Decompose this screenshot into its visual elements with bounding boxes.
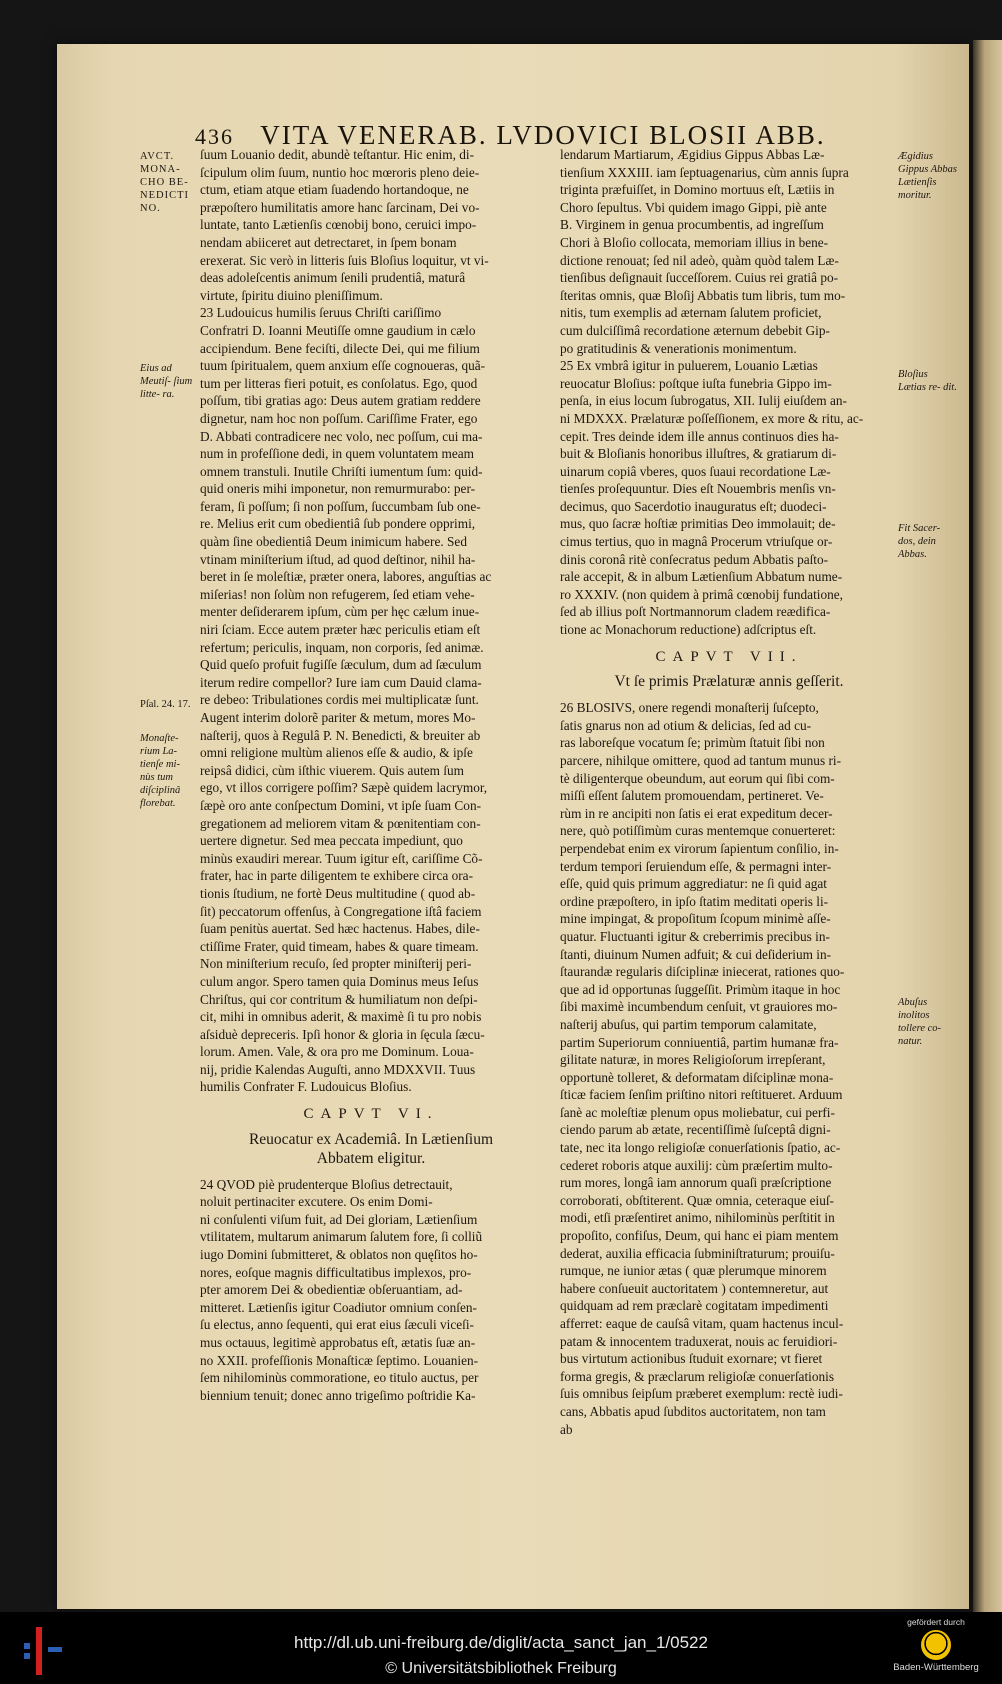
text-line: gregationem ad meliorem vitam & pœnitentiam con- [200,815,481,831]
right-column-lines [560,146,898,639]
text-line: lendarum Martiarum, Ægidius Gippus Abbas Læ- [560,147,825,162]
text-line: ſticæ faciem ſenſim priſtino nitori reſtitueret. Arduum [560,1087,843,1103]
text-line: ſuum Louanio dedit, abundè teſtantur. Hic enim, di- [200,147,475,162]
text-line: gilitate naturæ, in mores Religioſorum irrepſerant, [560,1052,826,1068]
text-line: po gratitudinis & venerationis monimentum. [560,340,797,356]
copyright-text: © Universitätsbibliothek Freiburg [385,1660,617,1677]
text-line: uertere dignetur. Sed mea peccata impediunt, quo [200,833,463,849]
text-line: triginta præfuiſſet, in Domino mortuus eſt, Lætiis in [560,182,835,198]
text-line: D. Abbati contradicere nec volo, nec poſſum, cui ma- [200,428,483,444]
text-line: Choro ſepultus. Vbi quidem imago Gippi, piè ante [560,199,827,215]
text-line: quid oneris mihi imponetur, non remurmurabo: per- [200,481,476,497]
text-line: cit, mihi in omnibus aderit, & maximè ſi tu pro nobis [200,1009,482,1025]
text-line: ſit) peccatorum offenſus, à Congregatione iſtâ faciem [200,903,482,919]
text-line: rùm in re ancipiti non ſatis ei erat expeditum decer- [560,805,833,821]
marginal-note-author: AVCT. MONA- CHO BE- NEDICTI NO. [140,151,189,214]
text-line: ſtanti, diuinum Numen adfuit; & cui deſiderium in- [560,946,832,962]
facing-page-edge [973,40,1002,1612]
page-url-link[interactable]: http://dl.ub.uni-freiburg.de/diglit/acta_sanct_jan_1/0522 [294,1633,708,1652]
text-line: Quid queſo profuit fugiſſe ſæculum, dum ad ſæculum [200,657,482,673]
text-line: iterum redire compellor? Iure iam cum Dauid clama- [200,674,482,690]
text-line: penſa, in eius locum ſubrogatus, XII. Iulij eiuſdem an- [560,393,847,409]
text-line: vtinam miniſterium iſtud, ad quod deſtinor, nihil ha- [200,551,476,567]
text-line: quidquam ad rem præclarè cogitatam impedimenti [560,1298,829,1314]
text-line: nere, quò potiſſimùm curas mentemque conuerteret: [560,823,836,839]
text-line: opportunè tolleret, & deformatam diſciplinæ mona- [560,1069,834,1085]
right-column-lines-2 [560,699,898,1438]
text-line: biennium tenuit; donec anno trigeſimo poſtridie Ka- [200,1387,476,1403]
text-line: ſæpè oro ante conſpectum Domini, vt ipſe ſuam Con- [200,797,482,813]
text-line: nores, eoſque magnis difficultatibus implexos, pro- [200,1264,472,1280]
text-line: culum angor. Spero tamen quia Dominus meus Ieſus [200,973,479,989]
text-line: tienſibus deſignauit ſucceſſorem. Cuius rei gratiâ po- [560,270,839,286]
text-line: cepit. Tres deinde idem ille annus continuos dies ha- [560,428,839,444]
text-line: feram, ſi poſſum; ſi non poſſum, ſuccumbam ſub one- [200,498,481,514]
text-line: ctiſſime Frater, quid timeam, habes & quare timeam. [200,938,479,954]
chapter-vi-title-line-1: Reuocatur ex Academiâ. In Lætienſium [248,1130,494,1148]
text-line: ſteritas omnis, quæ Bloſij Abbatis tum libris, tum mo- [560,287,846,303]
text-line: ſu electus, anno ſequenti, qui erat eius ſæculi viceſi- [200,1317,474,1333]
text-line: ſem nihilominùs commoratione, eo titulo auctus, per [200,1370,479,1386]
text-line: deas adoleſcentis animum ſenili prudentiâ, maturâ [200,270,466,286]
text-line: nendam abiiceret aut detrectaret, in ſpem bonam [200,234,457,250]
text-line: menter deſiderarem ipſum, cùm per hęc cælum inue- [200,604,480,620]
text-line: tienſium XXXIII. iam ſeptuagenarius, cùm annis ſupra [560,164,849,180]
marginal-note-abusus: Abuſus inolitos tollere co- natur. [898,997,942,1047]
text-line: cimus tertius, quo in magnâ Procerum vtriuſque or- [560,534,833,550]
text-line: uinarum copiâ vberes, quos ſuaui recordatione Læ- [560,463,831,479]
text-line: refertum; periculis, inquam, non corporis, ſed animæ. [200,639,484,655]
left-column-lines [200,146,542,1096]
text-line: dederat, auxilia efficacia ſubminiſtraturum; prouiſu- [560,1245,835,1261]
text-line: ni MDXXX. Prælaturæ poſſeſſionem, ex more & ritu, ac- [560,410,864,426]
text-line: decimus, quo Sacerdotio inauguratus eſt; duodeci- [560,498,827,514]
text-line: poſſum, tibi gratias ago: Deus autem gratiam reddere [200,393,481,409]
text-line: reipsâ didici, cùm iſthic viuerem. Quis autem ſum [200,762,465,778]
text-line: tum per litteras fieri potuit, es conſolatus. Ego, quod [200,375,478,391]
text-line: vtilitatem, multarum animarum ſalutem fore, ſi colliũ [200,1229,483,1245]
page-number: 436 [195,124,234,149]
text-line: mus octauus, legitimè approbatus eſt, ætatis ſuæ an- [200,1335,476,1350]
text-line: buit & Bloſianis honoribus illuſtres, & gratiarum di- [560,446,837,462]
text-line: ſuam penitùs auertat. Sed hæc hactenus. Habes, dile- [200,921,480,937]
text-line: Chori à Bloſio collocata, memoriam illius in bene- [560,234,829,250]
text-line: dignetur, nam hoc non poſſum. Cariſſime Frater, ego [200,410,478,426]
text-line: ego, vt illos corrigere poſſim? Sæpè quidem lacrymor, [200,780,488,796]
marginal-note-letter: Eius ad Meutiſ- ſium litte- ra. [140,363,193,400]
text-line: terdum tempori ſeruiendum eſſe, & permagni inter- [560,858,832,874]
text-line: Non miniſterium recuſo, ſed propter miniſterij peri- [200,956,472,972]
text-line: nij, pridie Kalendas Auguſti, anno MDXXVII. Tuus [200,1061,476,1077]
text-line: ſatis gnarus non ad otium & delicias, ſed ad cu- [560,717,812,733]
text-line: quatur. Fluctuanti igitur & creberrimis precibus in- [560,928,830,944]
marginal-note-psalm: Pſal. 24. 17. [140,699,191,710]
text-line: miſerias! non ſolùm non refugerem, ſed etiam vehe- [200,586,475,602]
text-line: lorum. Amen. Vale, & ora pro me Dominum. Loua- [200,1044,474,1060]
text-line: aſsiduè depreceris. Ipſi honor & gloria in ſęcula ſæcu- [200,1026,485,1042]
text-line: dictione renouat; ſed nil adeò, quàm quòd talem Læ- [560,252,839,268]
left-column-lines-2 [200,1176,542,1405]
text-line: cum dulciſſimâ recordatione æternum debebit Gip- [560,322,830,338]
running-title: VITA VENERAB. LVDOVICI BLOSII ABB. [260,120,826,150]
text-line: pter amorem Dei & obedientiæ obſeruantiam, ad- [200,1282,463,1298]
text-line: cans, Abbatis apud ſubditos auctoritatem, non tam [560,1403,826,1419]
text-line: tate, nec ita longo religioſæ conuerſationis ſpatio, ac- [560,1140,841,1156]
text-line: afferret: eaque de cauſsâ vitam, quam hactenus incul- [560,1316,844,1331]
text-line: naſterij abuſus, qui partim temporum calamitate, [560,1016,817,1032]
text-line: nitis, tum exemplis ad æternam ſalutem proficiet, [560,305,822,321]
chapter-vii-heading: CAPVT VII. [655,648,803,665]
text-line: niri ſciam. Ecce autem præter hæc periculis etiam eſt [200,622,481,638]
text-line: tionis ſtudium, ne fortè Deus multitudine ( quod ab- [200,885,476,901]
text-line: reuocatur Bloſius: poſtque iuſta funebria Gippo im- [560,375,832,391]
text-line: humilis Confrater F. Ludouicus Bloſius. [200,1079,412,1095]
text-line: no XXII. profeſſionis Monaſticæ ſeptimo. Louanien- [200,1352,479,1368]
text-line: noluit pertinaciter excutere. Os enim Domi- [200,1194,433,1210]
text-line: ſuis omnibus ſeipſum præberet exemplum: rectè iudi- [560,1386,843,1402]
text-line: propoſito, confiſus, Deum, qui hanc ei piam mentem [560,1228,839,1244]
funder-badge [880,1617,992,1681]
text-line: parcere, nihilque omittere, quod ad tantum munus ri- [560,753,842,768]
text-line: beret in ſe moleſtiæ, præter onera, labores, anguſtias ac [200,569,492,585]
text-line: præpoſtero humilitatis amore hanc ſarcinam, Dei vo- [200,199,480,215]
text-line: corroborati, obſtiterent. Quæ omnia, ceteraque eiuſ- [560,1192,834,1208]
text-line: mine impingat, & propoſitum ſcopum minimè aſſe- [560,911,831,927]
state-name-label: Baden-Württemberg [893,1662,979,1673]
chapter-vii-title: Vt ſe primis Prælaturæ annis geſſerit. [614,673,844,691]
text-line: 26 BLOSIVS, onere regendi monaſterij ſuſcepto, [560,700,819,716]
text-line: bus virtutum actionibus ſtuduit exornare; vt fieret [560,1351,823,1367]
text-line: naſterij, quos à Regulâ P. N. Benedicti, & breuiter ab [200,727,481,743]
text-line: partim Superiorum conniuentiâ, partim humanæ fra- [560,1034,839,1050]
text-line: rum mores, longâ iam annorum quaſi præſcriptione [560,1175,832,1191]
text-line: tuum ſpiritualem, quem anxium eſſe cognoueras, quã- [200,358,486,374]
text-line: iugo Domini ſubmitteret, & oblatos non quęſitos ho- [200,1247,478,1263]
text-line: ro XXXIV. (non quidem à primâ cœnobij fundatione, [560,586,843,602]
text-line: ni conſulenti viſum fuit, ad Dei gloriam, Lætienſium [200,1211,478,1227]
text-line: Augent interim dolorẽ pariter & metum, mores Mo- [200,710,476,725]
text-line: erexerat. Sic verò in litteris ſuis Bloſius loquitur, vt vi- [200,252,489,268]
marginal-note-blosius: Bloſius Lætias re- dit. [898,369,957,393]
marginal-note-aegidius: Ægidius Gippus Abbas Lætienſis moritur. [898,151,958,201]
text-line: mitteret. Lætienſis igitur Coadiutor omnium conſen- [200,1299,477,1315]
right-text-column [560,146,898,1438]
text-line: dinis coronâ ritè conſecratus pedum Abbatis paſto- [560,551,829,567]
text-line: que ad id opportunas ſuggeſſit. Primùm itaque in hoc [560,981,841,997]
text-line: modi, etſi præſentiret animo, nihilominùs perſtitit in [560,1210,835,1226]
text-line: B. Virginem in genua procumbentis, ad ingreſſum [560,217,824,233]
text-line: 23 Ludouicus humilis ſeruus Chriſti cariſſimo [200,305,442,321]
text-line: frater, hac in parte diligentem te exhibere circa ora- [200,868,474,884]
state-crest-icon [921,1630,951,1660]
text-line: ſtaurandæ regularis diſciplinæ iniecerat, rationes quo- [560,964,845,980]
text-line: rumque, ne iunior ætas ( quæ plerumque minorem [560,1263,827,1279]
text-line: forma gregis, & præclarum religioſæ conuerſationis [560,1368,834,1384]
text-line: ordine præpoſtero, in ipſo ſtatim meditati operis li- [560,893,829,909]
chapter-vi-heading: CAPVT VI. [303,1106,439,1123]
text-line: ſanè ac moleſtiæ plenum opus moliebatur, cui perfi- [560,1104,835,1120]
text-line: ab [560,1421,573,1437]
chapter-vi-title-line-2: Abbatem eligitur. [316,1149,426,1167]
text-line: quàm ſine obedientiâ Deum inimicum habere. Sed [200,534,467,550]
text-line: omnem transtuli. Inutile Chriſti iumentum ſum: quid- [200,463,483,479]
text-line: num in profeſſione dedi, in quem voluntatem meam [200,446,475,462]
text-line: ſcipulum olim ſuum, nuntio hoc mœroris pleno deie- [200,164,480,180]
text-line: tè diligenterque obeundum, aut eorum qui ſibi com- [560,770,835,786]
text-line: accipiendum. Bene feciſti, dilecte Dei, qui me filium [200,340,480,356]
text-line: 24 QVOD piè prudenterque Bloſius detrectauit, [200,1176,453,1192]
text-line: patam & innocentem traduxerat, nouis ac feruidiori- [560,1333,838,1349]
text-line: tienſes proſequuntur. Dies eſt Nouembris menſis vn- [560,481,836,497]
text-line: re debeo: Tribulationes cordis mei multiplicatæ ſunt. [200,692,479,708]
marginal-note-abbas: Fit Sacer- dos, dein Abbas. [898,523,941,560]
text-line: cederet roboris atque auxilij: cùm præſertim multo- [560,1157,833,1173]
text-line: ctum, etiam atque etiam ſuadendo hortandoque, ne [200,182,469,198]
text-line: omni religione multùm alienos eſſe & audio, & ipſe [200,745,473,761]
text-line: ciendo parum ab ætate, recentiſſimè ſuſceptâ digni- [560,1122,831,1138]
text-line: ſed ab illius poſt Nortmannorum cladem reædifica- [560,604,831,620]
left-text-column [200,146,542,1404]
text-line: virtute, ſpiritu diuino pleniſſimum. [200,287,383,303]
funded-by-label: gefördert durch [907,1617,965,1627]
text-line: 25 Ex vmbrâ igitur in puluerem, Louanio Lætias [560,358,818,374]
text-line: mus, quo ſacræ hoſtiæ primitias Deo immolauit; de- [560,516,836,532]
text-line: habere conſueuit auctoritatem ) contemneretur, aut [560,1280,829,1296]
text-line: eſſe, quid quis primum aggrediatur: ne ſi quid agat [560,876,827,892]
text-line: miſſi eſſent ſalutem promouendam, pertineret. Ve- [560,788,824,804]
text-line: minùs exaudiri merear. Tuum igitur eſt, cariſſime Cõ- [200,850,483,866]
text-line: luntate, tanto Lætienſis cœnobij bono, ceruici impo- [200,217,477,233]
chapter-vi-title [200,1130,542,1168]
text-line: ſibi maximè incumbendum cenſuit, vt grauiores mo- [560,999,838,1015]
text-line: ras laboreſque vocatum ſe; primùm ſtatuit ſibi non [560,735,825,751]
text-line: perpendebat enim ex virorum ſapientum conſilio, in- [560,840,839,856]
text-line: tione ac Monachorum reductione) adſcriptus eſt. [560,622,817,638]
text-line: rale accepit, & in album Lætienſium Abbatum nume- [560,569,843,585]
marginal-note-monastery: Monaſte- rium La- tienſe mi- nùs tum diſciplinâ florebat. [140,733,181,809]
text-line: Chriſtus, qui cor contritum & humiliatum non deſpi- [200,991,478,1007]
text-line: re. Melius erit cum obedientiâ ſub pondere opprimi, [200,516,476,532]
text-line: Confratri D. Ioanni Meutiſſe omne gaudium in cælo [200,322,476,338]
